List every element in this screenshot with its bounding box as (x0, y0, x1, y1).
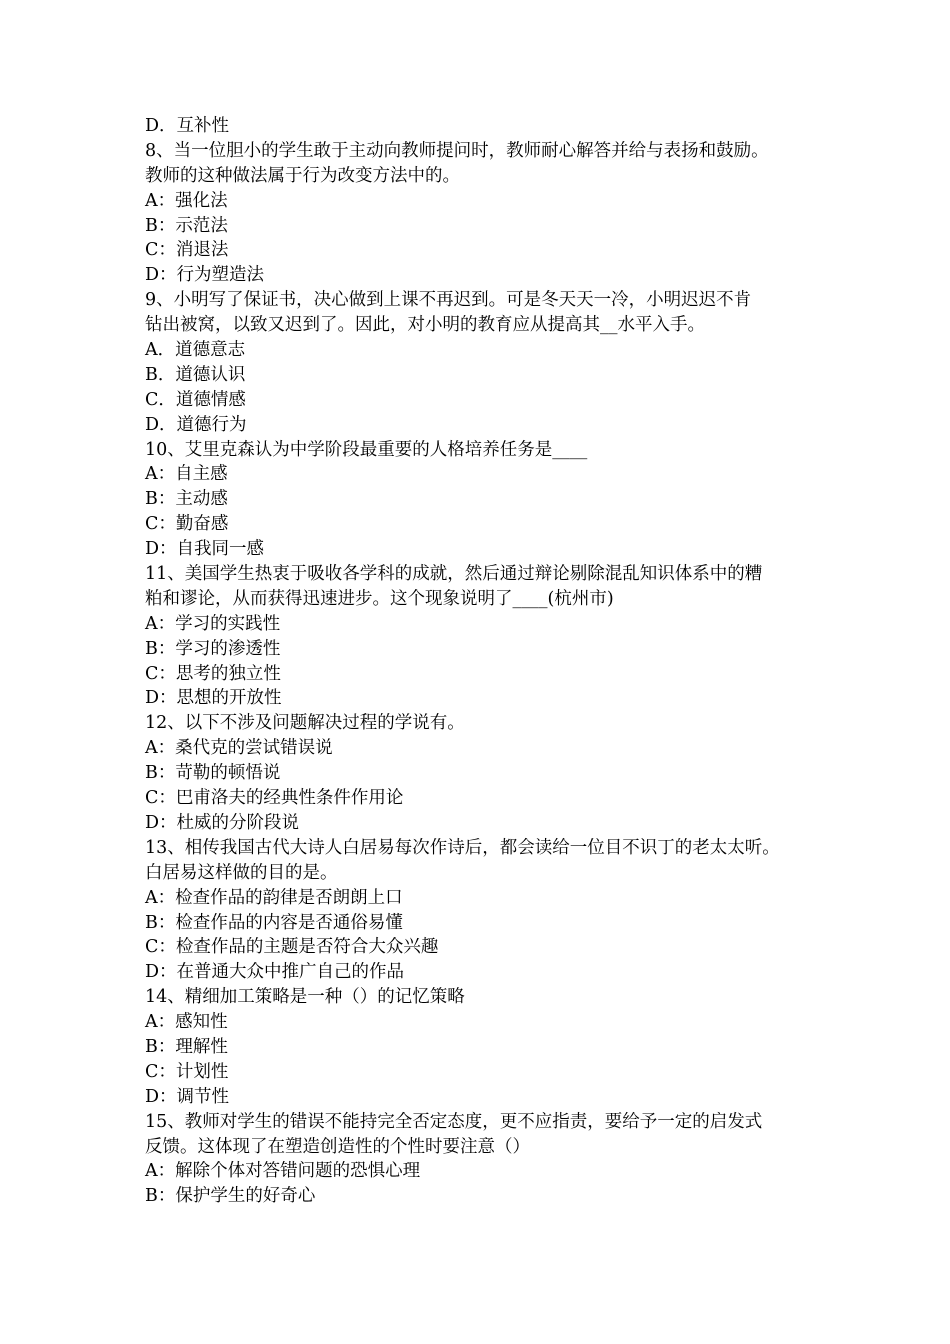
text-line: 粕和谬论，从而获得迅速进步。这个现象说明了____(杭州市) (145, 588, 614, 609)
text-line: 教师的这种做法属于行为改变方法中的。 (145, 165, 460, 186)
text-line: D：思想的开放性 (145, 688, 282, 709)
text-line: B：检查作品的内容是否通俗易懂 (145, 912, 403, 933)
text-line: C：勤奋感 (145, 514, 229, 535)
text-line: C：消退法 (145, 240, 229, 261)
text-line: 反馈。这体现了在塑造创造性的个性时要注意（） (145, 1136, 530, 1157)
text-line: D：调节性 (145, 1086, 230, 1107)
text-line: B．道德认识 (145, 364, 246, 385)
text-line: B：保护学生的好奇心 (145, 1186, 316, 1207)
text-line: B：理解性 (145, 1036, 228, 1057)
text-line: 8、当一位胆小的学生敢于主动向教师提问时，教师耐心解答并给与表扬和鼓励。 (145, 140, 769, 161)
text-line: 10、艾里克森认为中学阶段最重要的人格培养任务是____ (145, 439, 588, 460)
text-line: B：学习的渗透性 (145, 638, 281, 659)
text-line: D．互补性 (145, 116, 230, 136)
text-line: A：感知性 (145, 1012, 228, 1033)
text-line: 13、相传我国古代大诗人白居易每次作诗后，都会读给一位目不识丁的老太太听。 (145, 837, 780, 858)
text-line: 钻出被窝，以致又迟到了。因此，对小明的教育应从提高其__水平入手。 (145, 315, 705, 336)
text-line: 15、教师对学生的错误不能持完全否定态度，更不应指责，要给予一定的启发式 (145, 1111, 763, 1132)
text-line: C：检查作品的主题是否符合大众兴趣 (145, 937, 439, 958)
text-line: D：在普通大众中推广自己的作品 (145, 962, 405, 983)
text-line: A：解除个体对答错问题的恐惧心理 (145, 1161, 421, 1182)
text-line: A：桑代克的尝试错误说 (145, 738, 333, 759)
text-line: A：自主感 (145, 464, 228, 485)
text-line: 14、精细加工策略是一种（）的记忆策略 (145, 987, 465, 1008)
text-line: 12、以下不涉及问题解决过程的学说有。 (145, 713, 465, 734)
text-line: D：杜威的分阶段说 (145, 812, 300, 833)
text-line: C：计划性 (145, 1061, 229, 1082)
text-line: 11、美国学生热衷于吸收各学科的成就，然后通过辩论剔除混乱知识体系中的糟 (145, 564, 763, 585)
text-line: D：行为塑造法 (145, 265, 265, 286)
text-line: B：主动感 (145, 489, 228, 510)
text-line: B：示范法 (145, 215, 228, 236)
text-line: C：思考的独立性 (145, 663, 281, 684)
text-line: D．道德行为 (145, 414, 247, 435)
text-line: 白居易这样做的目的是。 (145, 862, 338, 883)
text-line: A：强化法 (145, 190, 228, 211)
text-line: B：苛勒的顿悟说 (145, 763, 281, 784)
text-line: A．道德意志 (145, 340, 246, 361)
text-line: A：检查作品的韵律是否朗朗上口 (145, 887, 403, 908)
text-line: 9、小明写了保证书，决心做到上课不再迟到。可是冬天天一冷，小明迟迟不肯 (145, 290, 752, 311)
text-line: C．道德情感 (145, 389, 246, 410)
text-line: A：学习的实践性 (145, 613, 281, 634)
text-line: C：巴甫洛夫的经典性条件作用论 (145, 788, 404, 809)
document-page (145, 114, 810, 1209)
text-line: D：自我同一感 (145, 539, 265, 560)
